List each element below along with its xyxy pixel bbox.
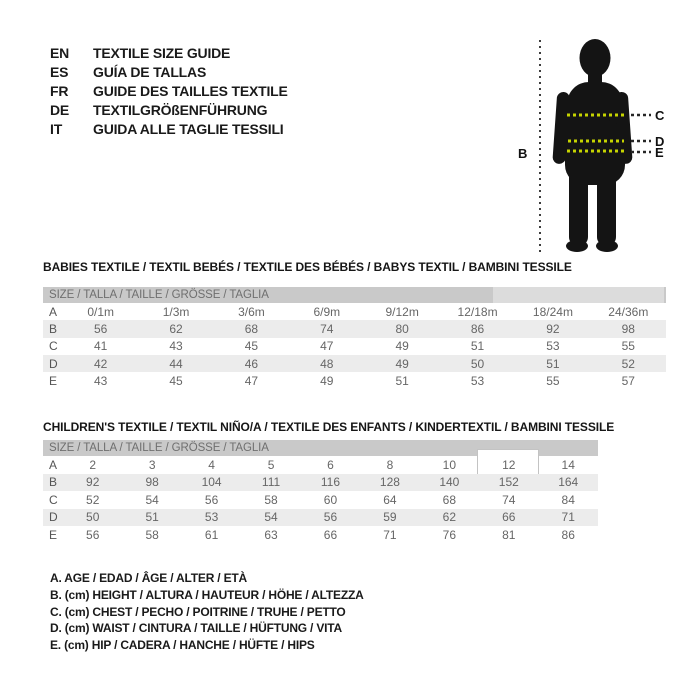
table-cell: 46 <box>244 356 259 371</box>
table-cell: 6/9m <box>313 304 341 319</box>
table-row-c <box>43 338 666 355</box>
table-cell: 98 <box>621 321 635 336</box>
table-cell: 66 <box>323 527 338 542</box>
language-code: IT <box>50 121 63 137</box>
legend-height: B. (cm) HEIGHT / ALTURA / HAUTEUR / HÖHE / ALTEZZA <box>50 587 364 602</box>
table-row-e <box>43 372 666 389</box>
table-cell: 61 <box>204 527 219 542</box>
table-cell: 55 <box>621 339 635 354</box>
table-cell: 56 <box>86 527 100 542</box>
legend-age: A. AGE / EDAD / ÂGE / ALTER / ETÀ <box>50 571 247 585</box>
table-cell: 4 <box>208 457 215 472</box>
language-title-list <box>50 44 288 139</box>
table-cell: 51 <box>546 356 560 371</box>
table-cell: 80 <box>395 321 409 336</box>
table-cell: 45 <box>169 373 183 388</box>
table-cell: 128 <box>379 475 400 490</box>
table-cell: 59 <box>383 510 397 525</box>
chest-label: C <box>655 108 665 123</box>
table-cell: 84 <box>561 492 575 507</box>
table-cell: 86 <box>561 527 575 542</box>
babies-table-title: BABIES TEXTILE / TEXTIL BEBÉS / TEXTILE DES BÉBÉS / BABYS TEXTIL / BAMBINI TESSILE <box>43 260 572 274</box>
table-cell: 51 <box>395 373 409 388</box>
table-cell: 47 <box>320 339 334 354</box>
table-cell: 50 <box>86 510 100 525</box>
guide-title: GUIDE DES TAILLES TEXTILE <box>93 83 288 99</box>
table-cell: 1/3m <box>162 304 190 319</box>
table-cell: 58 <box>264 492 278 507</box>
guide-title: GUÍA DE TALLAS <box>93 64 207 80</box>
table-cell: 2 <box>89 457 97 472</box>
table-cell: 48 <box>320 356 334 371</box>
table-row-e <box>43 526 598 544</box>
table-cell: 63 <box>264 527 278 542</box>
table-cell: 68 <box>244 321 259 336</box>
table-row-a <box>43 456 598 474</box>
table-cell: 74 <box>502 492 516 507</box>
table-cell: 56 <box>323 510 338 525</box>
table-cell: 49 <box>395 356 409 371</box>
table-rows <box>43 456 598 544</box>
row-label: A <box>49 304 58 319</box>
table-cell: 58 <box>145 527 159 542</box>
language-row-it <box>50 120 288 139</box>
row-label: B <box>49 475 58 490</box>
table-cell: 76 <box>442 527 457 542</box>
table-cell: 62 <box>442 510 457 525</box>
language-code: ES <box>50 64 69 80</box>
table-cell: 12 <box>502 457 516 472</box>
table-cell: 50 <box>470 356 485 371</box>
language-row-de <box>50 101 288 120</box>
table-cell: 55 <box>546 373 560 388</box>
table-cell: 47 <box>244 373 259 388</box>
table-cell: 9/12m <box>385 304 419 319</box>
table-cell: 71 <box>561 510 575 525</box>
table-cell: 53 <box>470 373 485 388</box>
table-cell: 49 <box>395 339 409 354</box>
table-row-b <box>43 320 666 337</box>
table-cell: 111 <box>261 475 281 490</box>
guide-title: TEXTILE SIZE GUIDE <box>93 45 231 61</box>
child-silhouette-icon <box>505 20 680 260</box>
table-cell: 66 <box>502 510 516 525</box>
row-label: D <box>49 356 58 371</box>
table-cell: 43 <box>94 373 108 388</box>
table-rows <box>43 303 666 389</box>
table-cell: 45 <box>244 339 259 354</box>
table-row-d <box>43 509 598 527</box>
language-row-fr <box>50 82 288 101</box>
table-cell: 10 <box>442 457 457 472</box>
table-cell: 14 <box>561 457 575 472</box>
row-label: D <box>49 510 58 525</box>
table-cell: 64 <box>383 492 397 507</box>
table-cell: 86 <box>470 321 485 336</box>
table-row-d <box>43 355 666 372</box>
legend-waist: D. (cm) WAIST / CINTURA / TAILLE / HÜFTUNG / VITA <box>50 621 342 636</box>
table-cell: 6 <box>327 457 334 472</box>
row-label: E <box>49 373 58 388</box>
row-label: B <box>49 321 58 336</box>
table-cell: 42 <box>94 356 108 371</box>
table-cell: 57 <box>621 373 635 388</box>
table-cell: 116 <box>320 475 341 490</box>
table-cell: 51 <box>470 339 485 354</box>
table-cell: 62 <box>169 321 183 336</box>
size-header-band <box>43 287 666 303</box>
table-cell: 81 <box>502 527 516 542</box>
table-cell: 56 <box>204 492 219 507</box>
table-cell: 24/36m <box>608 304 649 319</box>
babies-size-table <box>43 287 666 389</box>
table-cell: 56 <box>94 321 108 336</box>
language-row-en <box>50 44 288 63</box>
row-label: E <box>49 527 58 542</box>
table-cell: 51 <box>145 510 159 525</box>
table-row-b <box>43 474 598 492</box>
table-cell: 3/6m <box>238 304 265 319</box>
children-table-title: CHILDREN'S TEXTILE / TEXTIL NIÑO/A / TEXTILE DES ENFANTS / KINDERTEXTIL / BAMBINI TESSILE <box>43 420 615 434</box>
table-cell: 5 <box>267 457 275 472</box>
size-header-label: SIZE / TALLA / TAILLE / GRÖSSE / TAGLIA <box>49 289 269 301</box>
size-header-label: SIZE / TALLA / TAILLE / GRÖSSE / TAGLIA <box>49 442 269 454</box>
table-cell: 140 <box>439 475 460 490</box>
table-cell: 8 <box>386 457 394 472</box>
guide-title: GUIDA ALLE TAGLIE TESSILI <box>93 121 284 137</box>
table-cell: 92 <box>546 321 560 336</box>
measurement-legend <box>50 570 364 654</box>
table-cell: 49 <box>320 373 334 388</box>
table-cell: 98 <box>145 475 159 490</box>
table-row-c <box>43 491 598 509</box>
row-label: C <box>49 339 58 354</box>
table-cell: 68 <box>442 492 457 507</box>
table-cell: 54 <box>264 510 278 525</box>
children-size-table <box>43 440 598 544</box>
table-cell: 18/24m <box>532 304 573 319</box>
language-code: FR <box>50 83 69 99</box>
table-cell: 164 <box>558 475 579 490</box>
row-label: A <box>49 457 58 472</box>
height-label: B <box>518 146 528 161</box>
waist-label: D <box>655 134 665 149</box>
table-cell: 71 <box>383 527 397 542</box>
table-cell: 52 <box>621 356 635 371</box>
table-cell: 0/1m <box>87 304 115 319</box>
table-cell: 44 <box>169 356 183 371</box>
language-row-es <box>50 63 288 82</box>
table-cell: 52 <box>86 492 100 507</box>
hip-label: E <box>655 145 664 160</box>
table-cell: 53 <box>204 510 219 525</box>
table-cell: 41 <box>94 339 108 354</box>
legend-chest: C. (cm) CHEST / PECHO / POITRINE / TRUHE / PETTO <box>50 604 346 619</box>
table-cell: 3 <box>148 457 156 472</box>
table-cell: 74 <box>320 321 334 336</box>
table-cell: 104 <box>201 475 222 490</box>
legend-hip: E. (cm) HIP / CADERA / HANCHE / HÜFTE / HIPS <box>50 638 315 653</box>
language-code: DE <box>50 102 70 118</box>
row-label: C <box>49 492 58 507</box>
table-cell: 12/18m <box>457 304 498 319</box>
child-measurement-figure <box>505 20 680 260</box>
table-cell: 43 <box>169 339 183 354</box>
guide-title: TEXTILGRÖßENFÜHRUNG <box>93 102 268 118</box>
band-highlight-segment <box>493 287 664 303</box>
table-cell: 152 <box>498 475 519 490</box>
table-cell: 60 <box>323 492 338 507</box>
table-row-a <box>43 303 666 320</box>
table-cell: 54 <box>145 492 159 507</box>
table-cell: 92 <box>86 475 100 490</box>
language-code: EN <box>50 45 70 61</box>
table-cell: 53 <box>546 339 560 354</box>
